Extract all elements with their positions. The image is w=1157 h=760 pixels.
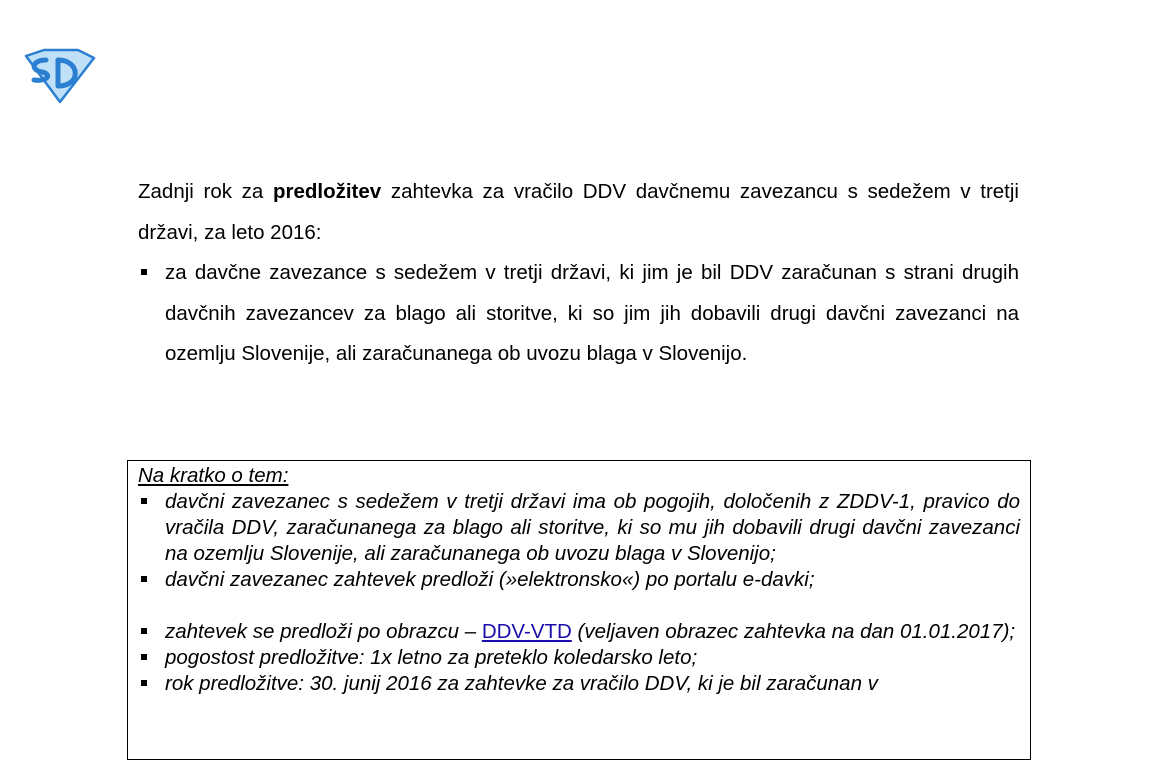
summary-item-text: pogostost predložitve: 1x letno za preteklo koledarsko leto; <box>165 646 698 669</box>
summary-item-text: davčni zavezanec zahtevek predloži (»elektronsko«) po portalu e-davki; <box>165 568 815 591</box>
summary-item <box>138 645 1020 671</box>
summary-item <box>138 619 1020 645</box>
summary-item <box>138 671 1020 697</box>
summary-item-text: (veljaven obrazec zahtevka na dan 01.01.2017); <box>571 620 1016 643</box>
summary-item-text: zahtevek se predloži po obrazcu – <box>165 620 482 643</box>
intro-text-end: zahtevka za vračilo DDV davčnemu zavezancu s sedežem v tretji državi, za leto 2016: <box>138 180 1019 244</box>
summary-item <box>138 489 1020 567</box>
bullet-square-icon <box>141 628 147 634</box>
summary-box <box>127 460 1031 760</box>
main-bullet-item <box>138 253 1019 375</box>
bullet-square-icon <box>141 680 147 686</box>
summary-item-text: davčni zavezanec s sedežem v tretji državi ima ob pogojih, določenih z ZDDV-1, pravico do vračila DDV, zaračunanega za blago ali storitve, ki so mu jih dobavili drugi davčni zavezanci na ozemlju Slovenije, ali zaračunanega ob uvozu blaga v Slovenijo; <box>165 490 1020 565</box>
summary-heading: Na kratko o tem: <box>138 464 289 487</box>
bullet-square-icon <box>141 654 147 660</box>
intro-text-start: Zadnji rok za <box>138 180 273 203</box>
bullet-square-icon <box>141 576 147 582</box>
summary-item <box>138 567 1020 593</box>
bullet-square-icon <box>141 498 147 504</box>
ddv-vtd-link[interactable]: DDV-VTD <box>481 620 572 643</box>
logo <box>22 48 96 104</box>
intro-paragraph <box>138 172 1019 253</box>
summary-item-text: rok predložitve: 30. junij 2016 za zahtevke za vračilo DDV, ki je bil zaračunan v <box>165 672 878 695</box>
main-bullet-list <box>138 253 1019 375</box>
main-content <box>138 172 1019 375</box>
summary-list <box>138 489 1020 697</box>
main-bullet-text: za davčne zavezance s sedežem v tretji državi, ki jim je bil DDV zaračunan s strani drugih davčnih zavezancev za blago ali storitve, ki so jim jih dobavili drugi davčni zavezanci na ozemlju Slovenije, ali zaračunanega ob uvozu blaga v Slovenijo. <box>165 261 1019 365</box>
intro-bold-term: predložitev <box>272 180 382 203</box>
bullet-square-icon <box>141 269 147 275</box>
